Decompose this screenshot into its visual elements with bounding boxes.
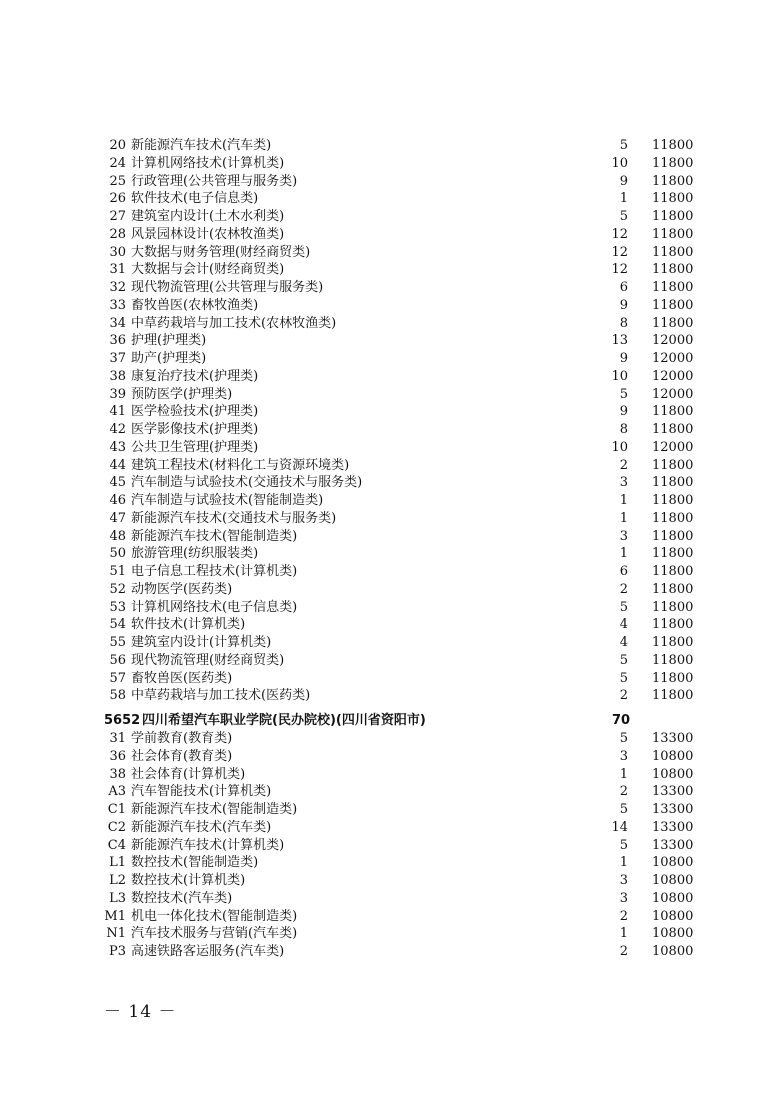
enrollment-count: 9 xyxy=(619,351,628,366)
program-name: 社会体育(计算机类) xyxy=(131,766,246,782)
tuition-fee: 11800 xyxy=(652,457,694,473)
table-row xyxy=(0,332,777,350)
tuition-fee: 10800 xyxy=(652,855,694,871)
tuition-fee: 10800 xyxy=(652,944,694,959)
enrollment-count: 5 xyxy=(619,670,628,686)
program-name: 电子信息工程技术(计算机类) xyxy=(131,564,298,579)
tuition-fee: 13300 xyxy=(652,837,694,853)
table-row xyxy=(0,837,777,855)
table-row xyxy=(0,510,777,528)
table-row xyxy=(0,730,777,748)
program-name: 畜牧兽医(农林牧渔类) xyxy=(131,297,259,313)
enrollment-count: 4 xyxy=(619,635,628,650)
table-row xyxy=(0,155,777,173)
tuition-fee: 10800 xyxy=(652,926,694,942)
program-name: 数控技术(智能制造类) xyxy=(131,855,259,871)
program-name: 数控技术(汽车类) xyxy=(131,890,233,906)
program-code: 45 xyxy=(109,475,126,491)
enrollment-count: 4 xyxy=(619,617,628,633)
program-name: 新能源汽车技术(交通技术与服务类) xyxy=(131,510,337,526)
institution-header-row xyxy=(0,712,777,730)
program-name: 新能源汽车技术(智能制造类) xyxy=(131,802,298,817)
enrollment-count: 5 xyxy=(619,802,628,817)
tuition-fee: 12000 xyxy=(652,386,694,402)
enrollment-count: 3 xyxy=(619,475,628,491)
enrollment-count: 8 xyxy=(619,315,628,331)
program-name: 学前教育(教育类) xyxy=(131,731,233,746)
program-name: 软件技术(电子信息类) xyxy=(131,191,259,207)
table-row xyxy=(0,350,777,368)
table-row xyxy=(0,634,777,652)
table-row xyxy=(0,766,777,784)
program-code: 47 xyxy=(109,510,126,526)
enrollment-count: 1 xyxy=(619,510,628,526)
tuition-fee: 11800 xyxy=(652,528,694,544)
program-code: 51 xyxy=(109,564,126,579)
tuition-fee: 13300 xyxy=(652,819,694,835)
enrollment-count: 10 xyxy=(611,368,628,384)
program-code: 46 xyxy=(109,493,126,508)
enrollment-count: 12 xyxy=(611,226,628,242)
tuition-fee: 11800 xyxy=(652,635,694,650)
program-name: 动物医学(医药类) xyxy=(131,581,233,597)
enrollment-count: 3 xyxy=(619,528,628,544)
tuition-fee: 10800 xyxy=(652,766,694,782)
tuition-fee: 11800 xyxy=(652,564,694,579)
enrollment-count: 13 xyxy=(611,333,628,349)
program-name: 公共卫生管理(护理类) xyxy=(131,439,259,455)
table-row xyxy=(0,403,777,421)
tuition-fee: 11800 xyxy=(652,297,694,313)
table-row xyxy=(0,297,777,315)
institution-name: 四川希望汽车职业学院(民办院校)(四川省资阳市) xyxy=(142,713,426,728)
enrollment-count: 14 xyxy=(611,819,628,835)
enrollment-count: 2 xyxy=(619,908,628,924)
tuition-fee: 10800 xyxy=(652,748,694,764)
tuition-fee: 10800 xyxy=(652,873,694,888)
tuition-fee: 11800 xyxy=(652,315,694,331)
table-row xyxy=(0,474,777,492)
table-row xyxy=(0,801,777,819)
enrollment-count: 1 xyxy=(619,766,628,782)
tuition-fee: 11800 xyxy=(652,280,694,295)
table-row xyxy=(0,687,777,705)
program-name: 护理(护理类) xyxy=(131,333,207,349)
program-code: C2 xyxy=(107,819,126,835)
tuition-fee: 11800 xyxy=(652,617,694,633)
program-code: 30 xyxy=(109,244,126,260)
enrollment-count: 1 xyxy=(619,493,628,508)
program-name: 汽车制造与试验技术(智能制造类) xyxy=(131,493,324,508)
program-name: 社会体育(教育类) xyxy=(131,748,233,764)
enrollment-count: 6 xyxy=(619,564,628,579)
program-code: 34 xyxy=(109,315,126,331)
enrollment-count: 5 xyxy=(619,599,628,615)
table-row xyxy=(0,563,777,581)
enrollment-count: 5 xyxy=(619,386,628,402)
enrollment-count: 5 xyxy=(619,837,628,853)
tuition-fee: 11800 xyxy=(652,191,694,207)
program-name: 新能源汽车技术(汽车类) xyxy=(131,138,272,153)
enrollment-count: 3 xyxy=(619,873,628,888)
program-name: 新能源汽车技术(汽车类) xyxy=(131,819,272,835)
program-name: 建筑室内设计(土木水利类) xyxy=(131,209,285,224)
table-row xyxy=(0,943,777,961)
table-row xyxy=(0,421,777,439)
program-code: A3 xyxy=(108,784,126,800)
program-name: 计算机网络技术(计算机类) xyxy=(131,155,285,171)
program-name: 行政管理(公共管理与服务类) xyxy=(131,173,298,189)
tuition-fee: 13300 xyxy=(652,731,694,746)
program-code: 36 xyxy=(109,748,126,764)
tuition-fee: 11800 xyxy=(652,244,694,260)
program-name: 机电一体化技术(智能制造类) xyxy=(131,908,298,924)
table-row xyxy=(0,457,777,475)
institution-total: 70 xyxy=(612,713,631,728)
tuition-fee: 11800 xyxy=(652,510,694,526)
tuition-fee: 11800 xyxy=(652,209,694,224)
program-code: 36 xyxy=(109,333,126,349)
enrollment-count: 5 xyxy=(619,138,628,153)
program-name: 中草药栽培与加工技术(农林牧渔类) xyxy=(131,315,337,331)
enrollment-count: 10 xyxy=(611,439,628,455)
program-code: 53 xyxy=(109,599,126,615)
table-row xyxy=(0,748,777,766)
enrollment-count: 2 xyxy=(619,944,628,959)
program-name: 大数据与会计(财经商贸类) xyxy=(131,262,285,278)
table-row xyxy=(0,545,777,563)
program-code: L2 xyxy=(109,873,126,888)
program-code: 50 xyxy=(109,546,126,562)
enrollment-count: 3 xyxy=(619,890,628,906)
tuition-fee: 11800 xyxy=(652,652,694,668)
program-code: P3 xyxy=(108,944,126,959)
table-row xyxy=(0,616,777,634)
program-code: L1 xyxy=(109,855,126,871)
tuition-fee: 11800 xyxy=(652,493,694,508)
program-code: C4 xyxy=(107,837,126,853)
program-name: 高速铁路客运服务(汽车类) xyxy=(131,944,285,959)
enrollment-count: 6 xyxy=(619,280,628,295)
table-row xyxy=(0,528,777,546)
enrollment-count: 1 xyxy=(619,546,628,562)
tuition-fee: 11800 xyxy=(652,581,694,597)
program-code: 31 xyxy=(109,731,126,746)
program-name: 康复治疗技术(护理类) xyxy=(131,368,259,384)
enrollment-count: 9 xyxy=(619,297,628,313)
enrollment-count: 12 xyxy=(611,262,628,278)
program-code: 55 xyxy=(109,635,126,650)
program-code: 54 xyxy=(109,617,126,633)
tuition-fee: 10800 xyxy=(652,908,694,924)
table-row xyxy=(0,819,777,837)
tuition-fee: 11800 xyxy=(652,173,694,189)
program-code: 38 xyxy=(109,368,126,384)
table-row xyxy=(0,386,777,404)
tuition-fee: 12000 xyxy=(652,368,694,384)
table-row xyxy=(0,190,777,208)
tuition-fee: 11800 xyxy=(652,262,694,278)
program-code: 42 xyxy=(109,422,126,437)
tuition-fee: 13300 xyxy=(652,802,694,817)
table-row xyxy=(0,581,777,599)
program-name: 计算机网络技术(电子信息类) xyxy=(131,599,298,615)
tuition-fee: 10800 xyxy=(652,890,694,906)
tuition-fee: 11800 xyxy=(652,422,694,437)
tuition-fee: 12000 xyxy=(652,333,694,349)
table-row xyxy=(0,925,777,943)
program-name: 旅游管理(纺织服装类) xyxy=(131,546,259,562)
program-code: 24 xyxy=(109,155,126,171)
table-row xyxy=(0,599,777,617)
program-name: 医学影像技术(护理类) xyxy=(131,422,259,437)
enrollment-count: 9 xyxy=(619,404,628,420)
program-name: 新能源汽车技术(智能制造类) xyxy=(131,528,298,544)
program-name: 医学检验技术(护理类) xyxy=(131,404,259,420)
enrollment-count: 2 xyxy=(619,784,628,800)
program-name: 汽车技术服务与营销(汽车类) xyxy=(131,926,298,942)
table-row xyxy=(0,492,777,510)
table-row xyxy=(0,872,777,890)
program-code: N1 xyxy=(106,926,126,942)
table-row xyxy=(0,208,777,226)
enrollment-count: 1 xyxy=(619,926,628,942)
program-name: 风景园林设计(农林牧渔类) xyxy=(131,226,285,242)
enrollment-count: 5 xyxy=(619,209,628,224)
page-number: － 14 － xyxy=(104,1002,177,1022)
program-code: 41 xyxy=(109,404,126,420)
table-row xyxy=(0,439,777,457)
program-code: 56 xyxy=(109,652,126,668)
tuition-fee: 11800 xyxy=(652,688,694,704)
program-code: 43 xyxy=(109,439,126,455)
table-row xyxy=(0,137,777,155)
program-code: C1 xyxy=(107,802,126,817)
table-row xyxy=(0,244,777,262)
tuition-fee: 11800 xyxy=(652,155,694,171)
tuition-fee: 12000 xyxy=(652,351,694,366)
program-name: 汽车智能技术(计算机类) xyxy=(131,784,272,800)
tuition-fee: 11800 xyxy=(652,138,694,153)
table-row xyxy=(0,279,777,297)
program-code: 33 xyxy=(109,297,126,313)
enrollment-count: 3 xyxy=(619,748,628,764)
tuition-fee: 11800 xyxy=(652,475,694,491)
tuition-fee: 11800 xyxy=(652,226,694,242)
program-code: 31 xyxy=(109,262,126,278)
program-code: 20 xyxy=(109,138,126,153)
program-code: 52 xyxy=(109,581,126,597)
enrollment-count: 2 xyxy=(619,457,628,473)
program-code: 37 xyxy=(109,351,126,366)
program-name: 预防医学(护理类) xyxy=(131,386,233,402)
tuition-fee: 11800 xyxy=(652,670,694,686)
program-name: 现代物流管理(财经商贸类) xyxy=(131,652,285,668)
program-code: M1 xyxy=(104,908,126,924)
tuition-fee: 11800 xyxy=(652,546,694,562)
enrollment-count: 10 xyxy=(611,155,628,171)
enrollment-count: 1 xyxy=(619,191,628,207)
program-code: 39 xyxy=(109,386,126,402)
table-row xyxy=(0,890,777,908)
program-name: 畜牧兽医(医药类) xyxy=(131,670,233,686)
enrollment-count: 5 xyxy=(619,652,628,668)
table-row xyxy=(0,315,777,333)
program-code: 48 xyxy=(109,528,126,544)
table-row xyxy=(0,783,777,801)
program-name: 助产(护理类) xyxy=(131,351,207,366)
table-row xyxy=(0,226,777,244)
program-code: 25 xyxy=(109,173,126,189)
program-name: 建筑工程技术(材料化工与资源环境类) xyxy=(131,457,350,473)
tuition-fee: 13300 xyxy=(652,784,694,800)
enrollment-count: 2 xyxy=(619,581,628,597)
table-row xyxy=(0,908,777,926)
enrollment-count: 1 xyxy=(619,855,628,871)
table-row xyxy=(0,652,777,670)
table-row xyxy=(0,368,777,386)
institution-code: 5652 xyxy=(104,713,141,728)
tuition-fee: 12000 xyxy=(652,439,694,455)
program-code: 38 xyxy=(109,766,126,782)
program-code: 32 xyxy=(109,280,126,295)
enrollment-count: 9 xyxy=(619,173,628,189)
program-name: 软件技术(计算机类) xyxy=(131,617,246,633)
program-name: 现代物流管理(公共管理与服务类) xyxy=(131,280,324,295)
enrollment-count: 12 xyxy=(611,244,628,260)
table-row xyxy=(0,854,777,872)
program-code: 57 xyxy=(109,670,126,686)
tuition-fee: 11800 xyxy=(652,404,694,420)
enrollment-count: 5 xyxy=(619,731,628,746)
program-name: 中草药栽培与加工技术(医药类) xyxy=(131,688,311,704)
program-code: 58 xyxy=(109,688,126,704)
enrollment-count: 2 xyxy=(619,688,628,704)
table-row xyxy=(0,261,777,279)
program-code: 28 xyxy=(109,226,126,242)
program-code: 26 xyxy=(109,191,126,207)
program-name: 大数据与财务管理(财经商贸类) xyxy=(131,244,311,260)
program-code: 44 xyxy=(109,457,126,473)
program-name: 数控技术(计算机类) xyxy=(131,873,246,888)
tuition-fee: 11800 xyxy=(652,599,694,615)
program-name: 新能源汽车技术(计算机类) xyxy=(131,837,285,853)
program-code: 27 xyxy=(109,209,126,224)
table-row xyxy=(0,670,777,688)
program-code: L3 xyxy=(109,890,126,906)
enrollment-count: 8 xyxy=(619,422,628,437)
program-name: 建筑室内设计(计算机类) xyxy=(131,635,272,650)
program-name: 汽车制造与试验技术(交通技术与服务类) xyxy=(131,475,363,491)
table-row xyxy=(0,173,777,191)
